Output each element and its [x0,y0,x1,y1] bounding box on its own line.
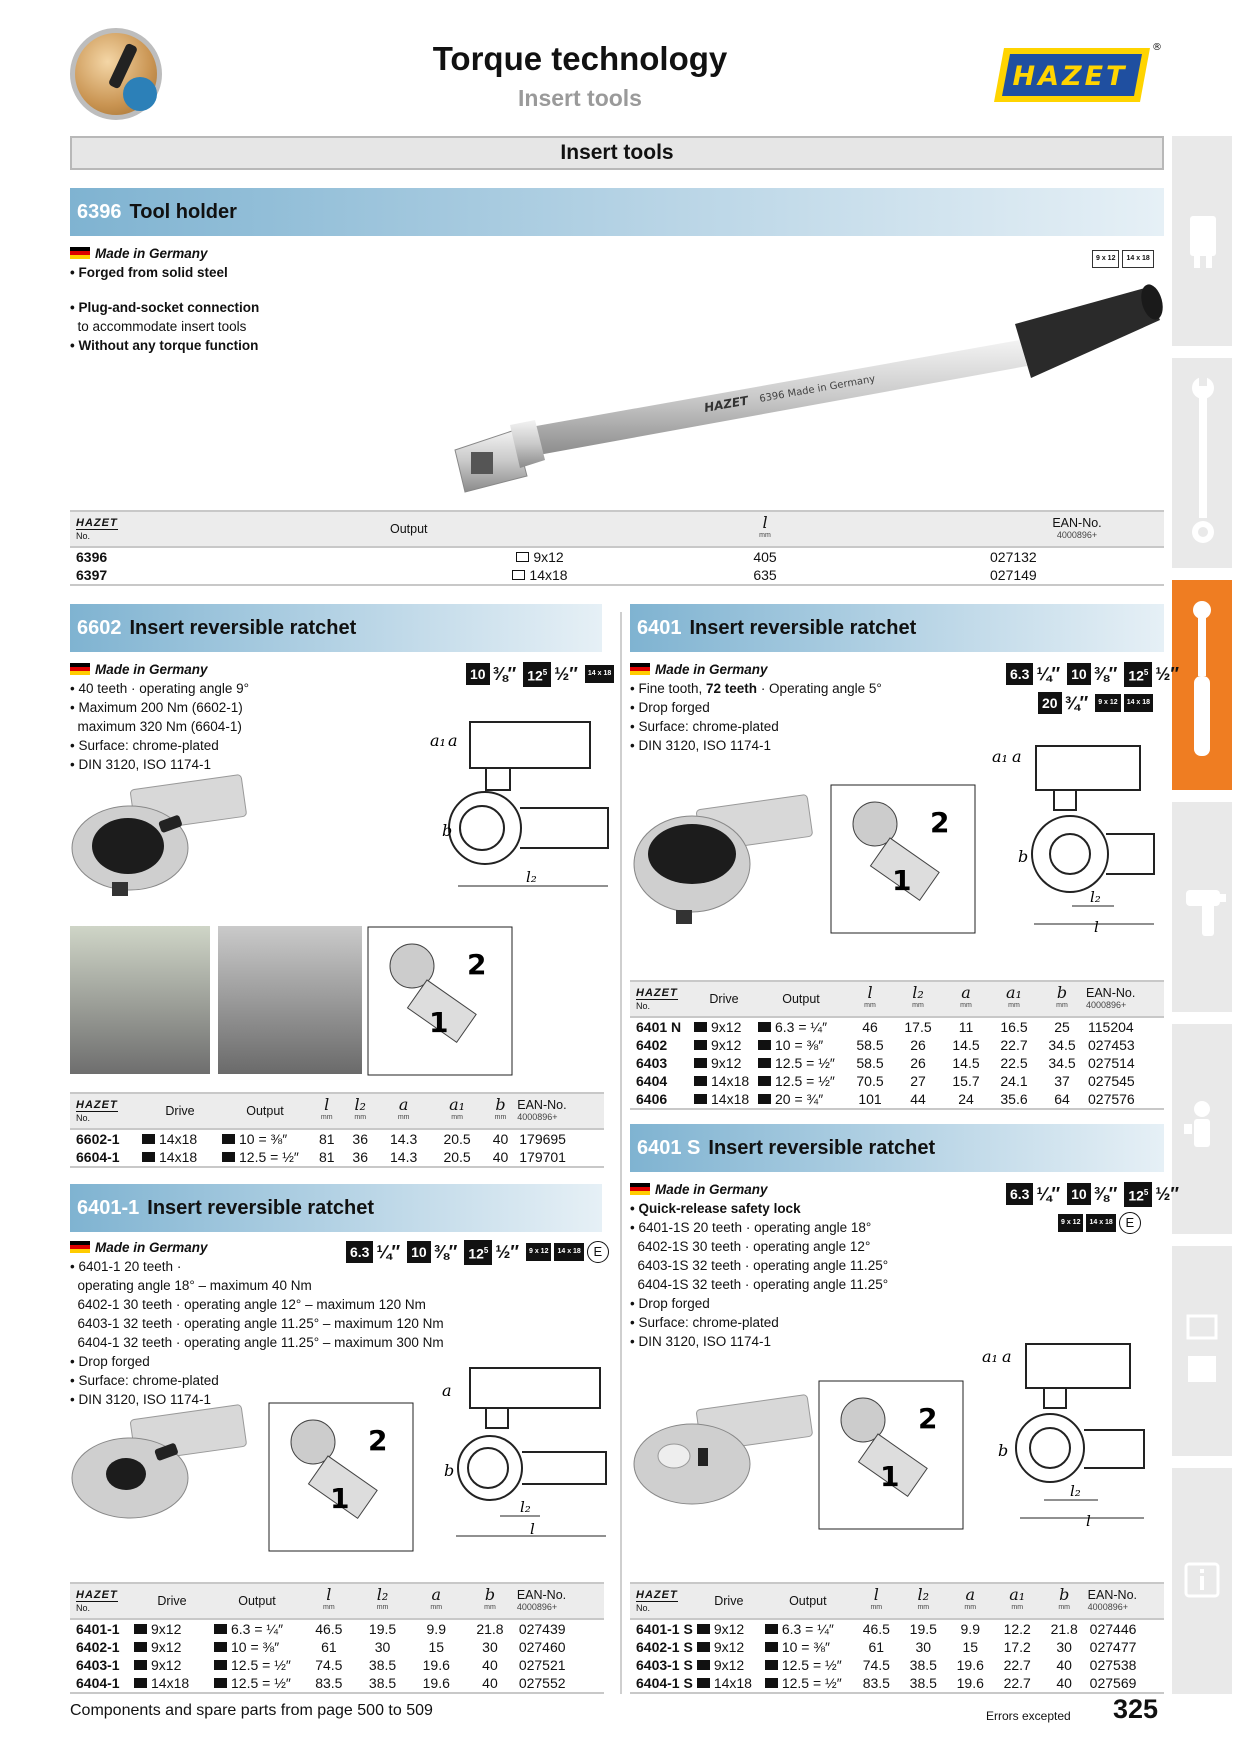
dimension-drawing-6401s [980,1330,1160,1530]
table-row: 6402-1 9x12 10 = ⅜″ 61 30 15 30 027460 [76,1639,566,1655]
drive-badges-6401-row2: 20 ¾″ 9 x 12 14 x 18 [1038,692,1153,714]
ratchet-photo-6401-1 [70,1400,250,1530]
svg-text:l₂: l₂ [1090,888,1101,906]
table-6602: HAZET No. Drive Output l mm l₂ mm a mm a₁ mm b mm EAN-No. 4000896+ 6602-1 14x18 10 = ⅜″ 81 36 14.3 20.5 40 179695 6604-1 14x18 12.5 = ½″ 81 36 14.3 20.5 40 179701 [70,1092,604,1168]
square-drive-icon [765,1642,778,1652]
tab-impact-tools[interactable] [1172,802,1232,1012]
square-drive-icon [222,1134,235,1144]
square-drive-icon [134,1642,147,1652]
svg-text:1: 1 [429,1006,449,1039]
drive-badges-6401-1: 6.3 ¼″ 10 ⅜″ $12^5$ ½″ 9 x 12 14 x 18 E [346,1240,609,1265]
footer-text: Components and spare parts from page 500 to 509 [70,1702,433,1719]
square-drive-icon [765,1678,778,1688]
info-icon [1172,1468,1232,1694]
table-row: 6397 14x18 635 027149 [70,566,1164,585]
drive-badges-6602: 10 ⅜″ $12^5$ ½″ 14 x 18 [466,662,614,687]
tab-workshop-equipment[interactable] [1172,1246,1232,1456]
svg-text:l: l [1094,918,1099,936]
square-drive-icon [516,552,529,562]
german-flag-icon [630,663,650,675]
square-drive-icon [694,1076,707,1086]
svg-text:l: l [530,1520,535,1538]
change-direction-diagram-6602 [367,926,513,1076]
table-row: 6406 14x18 20 = ¾″ 101 44 24 35.6 64 027576 [630,1090,1164,1109]
svg-text:6396 Made in Germany: 6396 Made in Germany [758,373,877,405]
square-drive-icon [134,1624,147,1634]
svg-text:®: ® [1152,42,1162,53]
change-direction-diagram-6401-1 [268,1402,414,1552]
table-6401s: HAZET No. Drive Output l mm l₂ mm a mm a₁ mm b mm EAN-No. 4000896+ 6401-1 S 9x12 6.3 = ¼″ 46.5 19.5 9.9 12.2 21.8 027446 6402-1 S 9x12 10 = ⅜″ 61 30 15 17.2 30 027477 6403-1 S 9x12 12.5 = ½″ 74.5 38.5 19.6 22.7 40 027538 6404-1 S 14x18 12.5 = ½″ 83.5 38.5 19.6 22.7 40 027569 [630,1582,1164,1694]
square-drive-icon [214,1642,227,1652]
square-drive-icon [694,1022,707,1032]
svg-text:a₁: a₁ [430,731,446,750]
e-badge: E [587,1241,609,1263]
e-badge: E [1119,1212,1141,1234]
svg-text:b: b [444,1461,455,1480]
page-title: Torque technology [432,40,728,77]
square-drive-icon [134,1660,147,1670]
tab-sockets[interactable] [1172,136,1232,346]
square-drive-icon [697,1660,710,1670]
product-title: Tool holder [129,201,237,223]
workshop-equipment-icon [1172,1246,1232,1456]
column-divider [620,612,622,1694]
page-number: 325 [1113,1694,1159,1724]
svg-text:2: 2 [368,1424,388,1457]
svg-text:HAZET: HAZET [1012,61,1128,92]
table-row: 6402-1 S 9x12 10 = ⅜″ 61 30 15 17.2 30 027477 [636,1639,1137,1655]
square-drive-icon [697,1678,710,1688]
footer-errors: Errors excepted [986,1709,1071,1723]
wrench-icon [1172,358,1232,568]
drive-badges-6401s-row1: 6.3 ¼″ 10 ⅜″ $12^5$ ½″ [1006,1182,1183,1207]
svg-text:b: b [998,1441,1009,1460]
product-header-6396 [70,188,1164,236]
features-6401-1: Made in Germany • 6401-1 20 teeth · operating angle 18° – maximum 40 Nm 6402-1 30 teeth · operating angle 12° – maximum 120 Nm 6403-1 32 teeth · operating angle 11.25° – maximum 120 Nm 6404-1 32 teeth · operating angle 11.25° – maximum 300 Nm • Drop forged • Surface: chrome-plated • DIN 3120, ISO 1174-1 [70,1240,444,1407]
table-row: 6401 N 9x12 6.3 = ¼″ 46 17.5 11 16.5 25 115204 [636,1019,1134,1035]
ratchet-photo-6602 [70,770,250,900]
square-drive-icon [697,1624,710,1634]
product-header-6602: 6602 Insert reversible ratchet [70,604,602,652]
change-direction-diagram-6401 [830,784,976,934]
square-drive-icon [758,1076,771,1086]
square-drive-icon [512,570,525,580]
svg-text:1: 1 [330,1482,350,1515]
drive-badges-6401-row1: 6.3 ¼″ 10 ⅜″ $12^5$ ½″ [1006,662,1183,687]
features-6396: Made in Germany • Forged from solid steel • Plug-and-socket connection to accommodate insert tools • Without any torque function [70,246,260,353]
table-6401: HAZET No. Drive Output l mm l₂ mm a mm a₁ mm b mm EAN-No. 4000896+ 6401 N 9x12 6.3 = ¼″ 46 17.5 11 16.5 25 115204 6402 9x12 10 = ⅜″ 58.5 26 14.5 22.7 34.5 027453 6403 9x12 12.5 = ½″ 58.5 26 14.5 22.5 34.5 027514 6404 14x18 12.5 = ½″ 70.5 27 15.7 24.1 37 027545 6406 14x18 20 = ¾″ 101 44 24 35.6 64 027576 [630,980,1164,1110]
square-drive-icon [758,1058,771,1068]
dimension-drawing-6401-1 [430,1340,610,1540]
table-row: 6403 9x12 12.5 = ½″ 58.5 26 14.5 22.5 34.5 027514 [636,1055,1135,1071]
square-drive-icon [694,1094,707,1104]
svg-text:HAZET: HAZET [703,393,750,415]
svg-text:l₂: l₂ [520,1498,531,1516]
square-drive-icon [142,1152,155,1162]
torque-technology-icon [70,28,162,120]
ratchet-photo-6401 [630,800,810,930]
features-6401: Made in Germany • Fine tooth, 72 teeth · Operating angle 5° • Drop forged • Surface: chrome-plated • DIN 3120, ISO 1174-1 [630,662,882,753]
square-drive-icon [758,1094,771,1104]
drive-badges-6396 [1092,250,1154,268]
german-flag-icon [70,1241,90,1253]
product-number: 6396 [77,201,122,223]
square-drive-icon [765,1660,778,1670]
table-row: 6404-1 S 14x18 12.5 = ½″ 83.5 38.5 19.6 22.7 40 027569 [630,1674,1164,1693]
svg-text:2: 2 [930,806,950,839]
svg-text:l₂: l₂ [1070,1482,1081,1500]
svg-text:2: 2 [918,1402,938,1435]
section-title: Insert tools [70,136,1164,170]
change-direction-diagram-6401s [818,1380,964,1530]
svg-text:a: a [1012,747,1022,766]
square-drive-icon [758,1040,771,1050]
svg-text:1: 1 [880,1460,900,1493]
hazet-logo [990,42,1160,108]
german-flag-icon [630,1183,650,1195]
features-6401s: Made in Germany • Quick-release safety lock • 6401-1S 20 teeth · operating angle 18° 6402-1S 30 teeth · operating angle 12° 6403-1S 32 teeth · operating angle 11.25° 6404-1S 32 teeth · operating angle 11.25° • Drop forged • Surface: chrome-plated • DIN 3120, ISO 1174-1 [630,1182,889,1349]
tab-info[interactable] [1172,1468,1232,1694]
svg-text:l₂: l₂ [526,868,537,886]
square-drive-icon [142,1134,155,1144]
table-6396: HAZET No. Output l mm EAN-No. 4000896+ 6396 9x12 405 027132 6397 14x18 635 027149 [70,510,1164,586]
square-drive-icon [765,1624,778,1634]
product-header-6401-1: 6401-1 Insert reversible ratchet [70,1184,602,1232]
svg-text:l: l [1086,1512,1091,1530]
socket-icon [1172,136,1232,346]
page-subtitle: Insert tools [518,85,642,111]
square-drive-icon [134,1678,147,1688]
svg-text:a: a [1002,1347,1012,1366]
impact-wrench-icon [1172,802,1232,1012]
table-row: 6396 9x12 405 027132 [76,549,1037,565]
table-row: 6402 9x12 10 = ⅜″ 58.5 26 14.5 22.7 34.5 027453 [636,1037,1135,1053]
dimension-drawing-6602 [420,710,610,905]
svg-text:2: 2 [467,948,487,981]
table-6401-1: HAZET No. Drive Output l mm l₂ mm a mm b mm EAN-No. 4000896+ 6401-1 9x12 6.3 = ¼″ 46.5 19.5 9.9 21.8 027439 6402-1 9x12 10 = ⅜″ 61 30 15 30 027460 6403-1 9x12 12.5 = ½″ 74.5 38.5 19.6 40 027521 6404-1 14x18 12.5 = ½″ 83.5 38.5 19.6 40 027552 [70,1582,604,1694]
usage-photo-2 [218,926,362,1074]
svg-text:a₁: a₁ [982,1347,998,1366]
square-drive-icon [697,1642,710,1652]
product-header-6401s: 6401 S Insert reversible ratchet [630,1124,1164,1172]
square-drive-icon [694,1058,707,1068]
square-drive-icon [222,1152,235,1162]
german-flag-icon [70,663,90,675]
table-row: 6602-1 14x18 10 = ⅜″ 81 36 14.3 20.5 40 179695 [76,1131,566,1147]
drive-badges-6401s-row2: 9 x 12 14 x 18 E [1058,1212,1141,1234]
square-14x18-badge: 14 x 18 [1122,250,1153,268]
table-row: 6401-1 9x12 6.3 = ¼″ 46.5 19.5 9.9 21.8 027439 [76,1621,566,1637]
svg-text:a: a [442,1381,452,1400]
table-row: 6404 14x18 12.5 = ½″ 70.5 27 15.7 24.1 37 027545 [636,1073,1135,1089]
square-drive-icon [694,1040,707,1050]
product-header-6401: 6401 Insert reversible ratchet [630,604,1164,652]
square-drive-icon [758,1022,771,1032]
svg-text:1: 1 [892,864,912,897]
dimension-drawing-6401 [990,734,1160,934]
table-row: 6401-1 S 9x12 6.3 = ¼″ 46.5 19.5 9.9 12.2 21.8 027446 [636,1621,1137,1637]
svg-text:a: a [448,731,458,750]
features-6602: Made in Germany • 40 teeth · operating angle 9° • Maximum 200 Nm (6602-1) maximum 320 Nm (6604-1) • Surface: chrome-plated • DIN 3120, ISO 1174-1 [70,662,250,772]
square-drive-icon [214,1678,227,1688]
square-drive-icon [214,1660,227,1670]
table-row: 6404-1 14x18 12.5 = ½″ 83.5 38.5 19.6 40 027552 [70,1674,604,1693]
square-drive-icon [214,1624,227,1634]
tool-holder-image [455,280,1165,500]
square-9x12-badge: 9 x 12 [1092,250,1119,268]
german-flag-icon [70,247,90,259]
table-row: 6604-1 14x18 12.5 = ½″ 81 36 14.3 20.5 40 179701 [70,1148,604,1167]
table-row: 6403-1 9x12 12.5 = ½″ 74.5 38.5 19.6 40 027521 [76,1657,566,1673]
svg-text:b: b [1018,847,1029,866]
svg-text:b: b [442,821,453,840]
table-row: 6403-1 S 9x12 12.5 = ½″ 74.5 38.5 19.6 22.7 40 027538 [636,1657,1137,1673]
tab-wrenches[interactable] [1172,358,1232,568]
svg-text:a₁: a₁ [992,747,1008,766]
ratchet-photo-6401s [630,1400,810,1530]
usage-photo-1 [70,926,210,1074]
